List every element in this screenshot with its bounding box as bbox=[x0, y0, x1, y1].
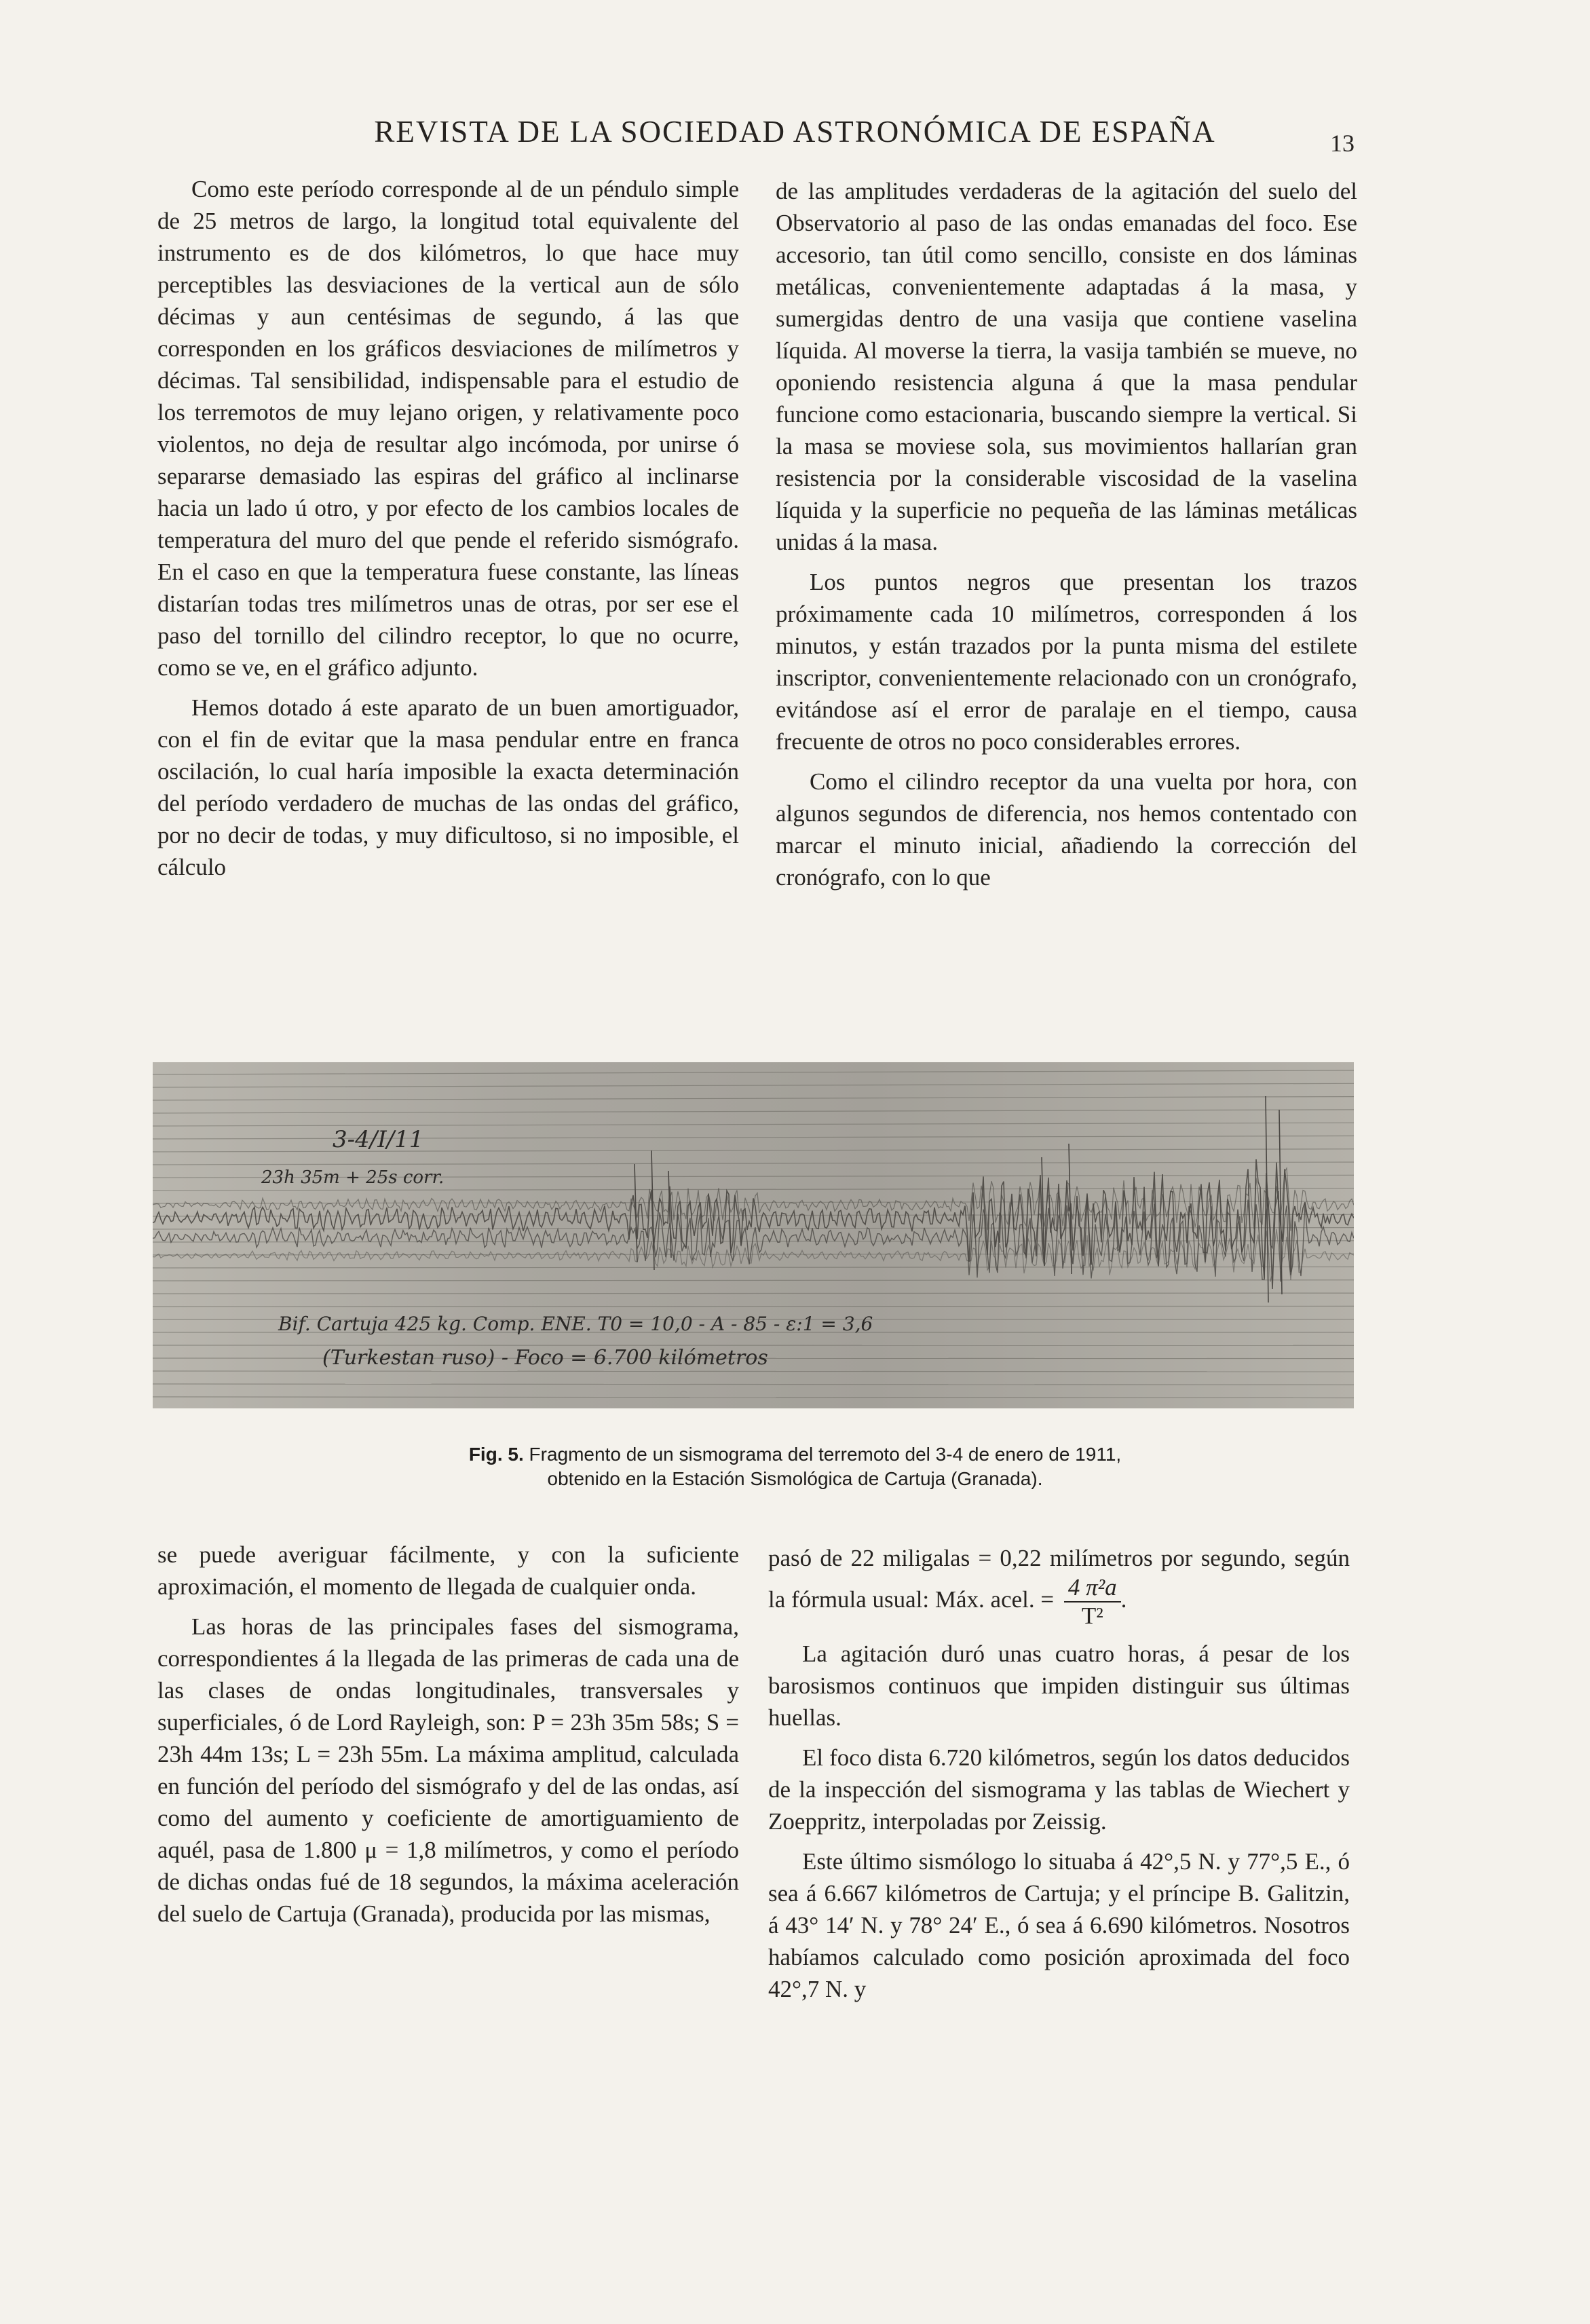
acceleration-formula bbox=[1064, 1574, 1121, 1630]
paragraph: Hemos dotado á este aparato de un buen amortiguador, con el fin de evitar que la masa pendular entre en franca oscilación, lo cual haría imposible la exacta determinación del período verdadero de muchas de las ondas del gráfico, por no decir de todas, y muy dificultoso, si no imposible, el cálculo bbox=[157, 694, 739, 880]
running-head bbox=[0, 114, 1590, 155]
column-top-right bbox=[776, 175, 1357, 893]
paragraph: de las amplitudes verdaderas de la agitación del suelo del Observatorio al paso de las ondas emanadas del foco. Ese accesorio, tan útil como sencillo, consiste en dos láminas metálicas, convenientemente adaptadas á la masa, y sumergidas dentro de una vasija que contiene vaselina líquida. Al moverse la tierra, la vasija también se mueve, no oponiendo resistencia alguna á que la masa pendular funcione como estacionaria, buscando siempre la vertical. Si la masa se moviese sola, sus movimientos hallarían gran resistencia por la considerable viscosidad de la vaselina líquida y la superficie no pequeña de las láminas metálicas unidas á la masa. bbox=[776, 178, 1357, 555]
column-top-left bbox=[157, 173, 739, 883]
paragraph: se puede averiguar fácilmente, y con la suficiente aproximación, el momento de llegada de cualquier onda. bbox=[157, 1541, 739, 1600]
handwritten-focus-note: (Turkestan ruso) - Foco = 6.700 kilómetros bbox=[322, 1346, 768, 1370]
paragraph: El foco dista 6.720 kilómetros, según los datos deducidos de la inspección del sismograma y las tablas de Wiechert y Zoeppritz, interpoladas por Zeissig. bbox=[768, 1744, 1350, 1835]
handwritten-date: 3-4/I/11 bbox=[333, 1126, 424, 1153]
paragraph: Este último sismólogo lo situaba á 42°,5 N. y 77°,5 E., ó sea á 6.667 kilómetros de Cartuja; y el príncipe B. Galitzin, á 43° 14′ N. y 78° 24′ E., ó sea á 6.690 kilómetros. Nosotros habíamos calculado como posición aproximada del foco 42°,7 N. y bbox=[768, 1848, 1350, 2002]
column-bottom-left bbox=[157, 1539, 739, 1930]
column-bottom-right bbox=[768, 1542, 1350, 2005]
paragraph: La agitación duró unas cuatro horas, á pesar de los barosismos continuos que impiden distinguir sus últimas huellas. bbox=[768, 1641, 1350, 1731]
handwritten-time: 23h 35m + 25s corr. bbox=[261, 1167, 444, 1188]
paragraph: Los puntos negros que presentan los trazos próximamente cada 10 milímetros, corresponden á los minutos, y están trazados por la punta misma del estilete inscriptor, convenientemente relacionado con un cronógrafo, evitándose así el error de paralaje en el tiempo, causa frecuente de otros no poco considerables errores. bbox=[776, 569, 1357, 755]
page-number: 13 bbox=[1330, 130, 1355, 157]
caption-label: Fig. 5. bbox=[468, 1444, 524, 1465]
paragraph: Las horas de las principales fases del sismograma, correspondientes á la llegada de las primeras de cada una de las clases de ondas longitudinales, transversales y superficiales, ó de Lord Rayleigh, son: P = 23h 35m 58s; S = 23h 44m 13s; L = 23h 55m. La máxima amplitud, calculada en función del período del sismógrafo y del de las ondas, así como del aumento y coeficiente de amortiguamiento de aquél, pasa de 1.800 μ = 1,8 milímetros, y como el período de dichas ondas fué de 18 segundos, la máxima aceleración del suelo de Cartuja (Granada), producida por las mismas, bbox=[157, 1613, 739, 1927]
trace-baseline bbox=[153, 1306, 1354, 1307]
seismogram-figure bbox=[153, 1062, 1354, 1408]
caption-line-2: obtenido en la Estación Sismológica de Cartuja (Granada). bbox=[547, 1468, 1043, 1489]
caption-line-1: Fragmento de un sismograma del terremoto del 3-4 de enero de 1911, bbox=[529, 1444, 1122, 1465]
paragraph: pasó de 22 miligalas = 0,22 milímetros por segundo, según la fórmula usual: Máx. acel. = $\frac{\text{4 π²a}}{\text{T²}}$ . bbox=[768, 1545, 1350, 1629]
paragraph: Como este período corresponde al de un péndulo simple de 25 metros de largo, la longitud total equivalente del instrumento es de dos kilómetros, lo que hace muy perceptibles las desviaciones de la vertical aun de sólo décimas y aun centésimas de segundo, á las que corresponden en los gráficos desviaciones de milímetros y décimas. Tal sensibilidad, indispensable para el estudio de los terremotos de muy lejano origen, y relativamente poco violentos, no deja de resultar algo incómoda, por unirse ó separarse demasiado las espiras del gráfico al inclinarse hacia un lado ú otro, y por efecto de los cambios locales de temperatura del muro del que pende el referido sismógrafo. En el caso en que la temperatura fuese constante, las líneas distarían todas tres milímetros unas de otras, por ser ese el paso del tornillo del cilindro receptor, lo que no ocurre, como se ve, en el gráfico adjunto. bbox=[157, 176, 739, 681]
formula-denominator: T² bbox=[1081, 1603, 1103, 1629]
seismogram-image bbox=[153, 1062, 1354, 1408]
running-title: REVISTA DE LA SOCIEDAD ASTRONÓMICA DE ESPAÑA bbox=[374, 115, 1216, 149]
formula-numerator: 4 π²a bbox=[1064, 1574, 1121, 1603]
figure-caption bbox=[0, 1442, 1590, 1491]
paragraph: Como el cilindro receptor da una vuelta por hora, con algunos segundos de diferencia, nos hemos contentado con marcar el minuto inicial, añadiendo la corrección del cronógrafo, con lo que bbox=[776, 768, 1357, 891]
paragraph-text: pasó de 22 miligalas = 0,22 milímetros por segundo, según la fórmula usual: Máx. acel. = bbox=[768, 1545, 1350, 1613]
handwritten-station-note: Bif. Cartuja 425 kg. Comp. ENE. T0 = 10,0 - A - 85 - ε:1 = 3,6 bbox=[278, 1313, 873, 1335]
